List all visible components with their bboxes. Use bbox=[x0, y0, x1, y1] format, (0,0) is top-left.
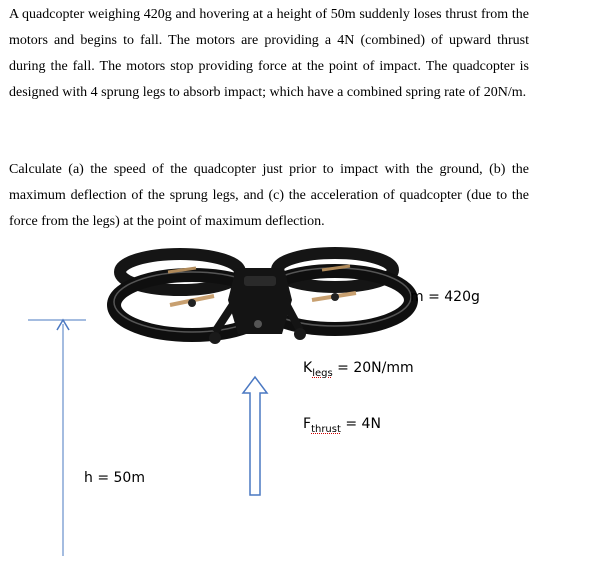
problem-paragraph-2: Calculate (a) the speed of the quadcopter just prior to impact with the ground, (b) the maximum deflection of the sprung legs, and (c) the acceleration of quadcopter (due to the force from the legs) at the point of maximum deflection. bbox=[9, 162, 529, 229]
spring-subscript: legs bbox=[312, 368, 333, 379]
problem-paragraph-1: A quadcopter weighing 420g and hovering at a height of 50m suddenly loses thrust from the motors and begins to fall. The motors are providing a 4N (combined) of upward thrust during the fall. The motors stop providing force at the point of impact. The quadcopter is designed with 4 sprung legs to absorb impact; which have a combined spring rate of 20N/m. bbox=[9, 7, 529, 100]
height-label: h = 50m bbox=[84, 470, 145, 486]
camera-lens bbox=[254, 320, 262, 328]
thrust-value: = 4N bbox=[340, 416, 381, 432]
thrust-arrow bbox=[243, 377, 267, 495]
quadcopter-image bbox=[114, 253, 411, 344]
thrust-label bbox=[303, 416, 381, 435]
thrust-subscript: thrust bbox=[311, 424, 341, 435]
thrust-symbol: F bbox=[303, 416, 312, 432]
spring-rate-label bbox=[303, 360, 414, 379]
spring-symbol: K bbox=[303, 360, 313, 376]
spring-value: = 20N/mm bbox=[332, 360, 414, 376]
mass-label: m = 420g bbox=[410, 289, 480, 305]
